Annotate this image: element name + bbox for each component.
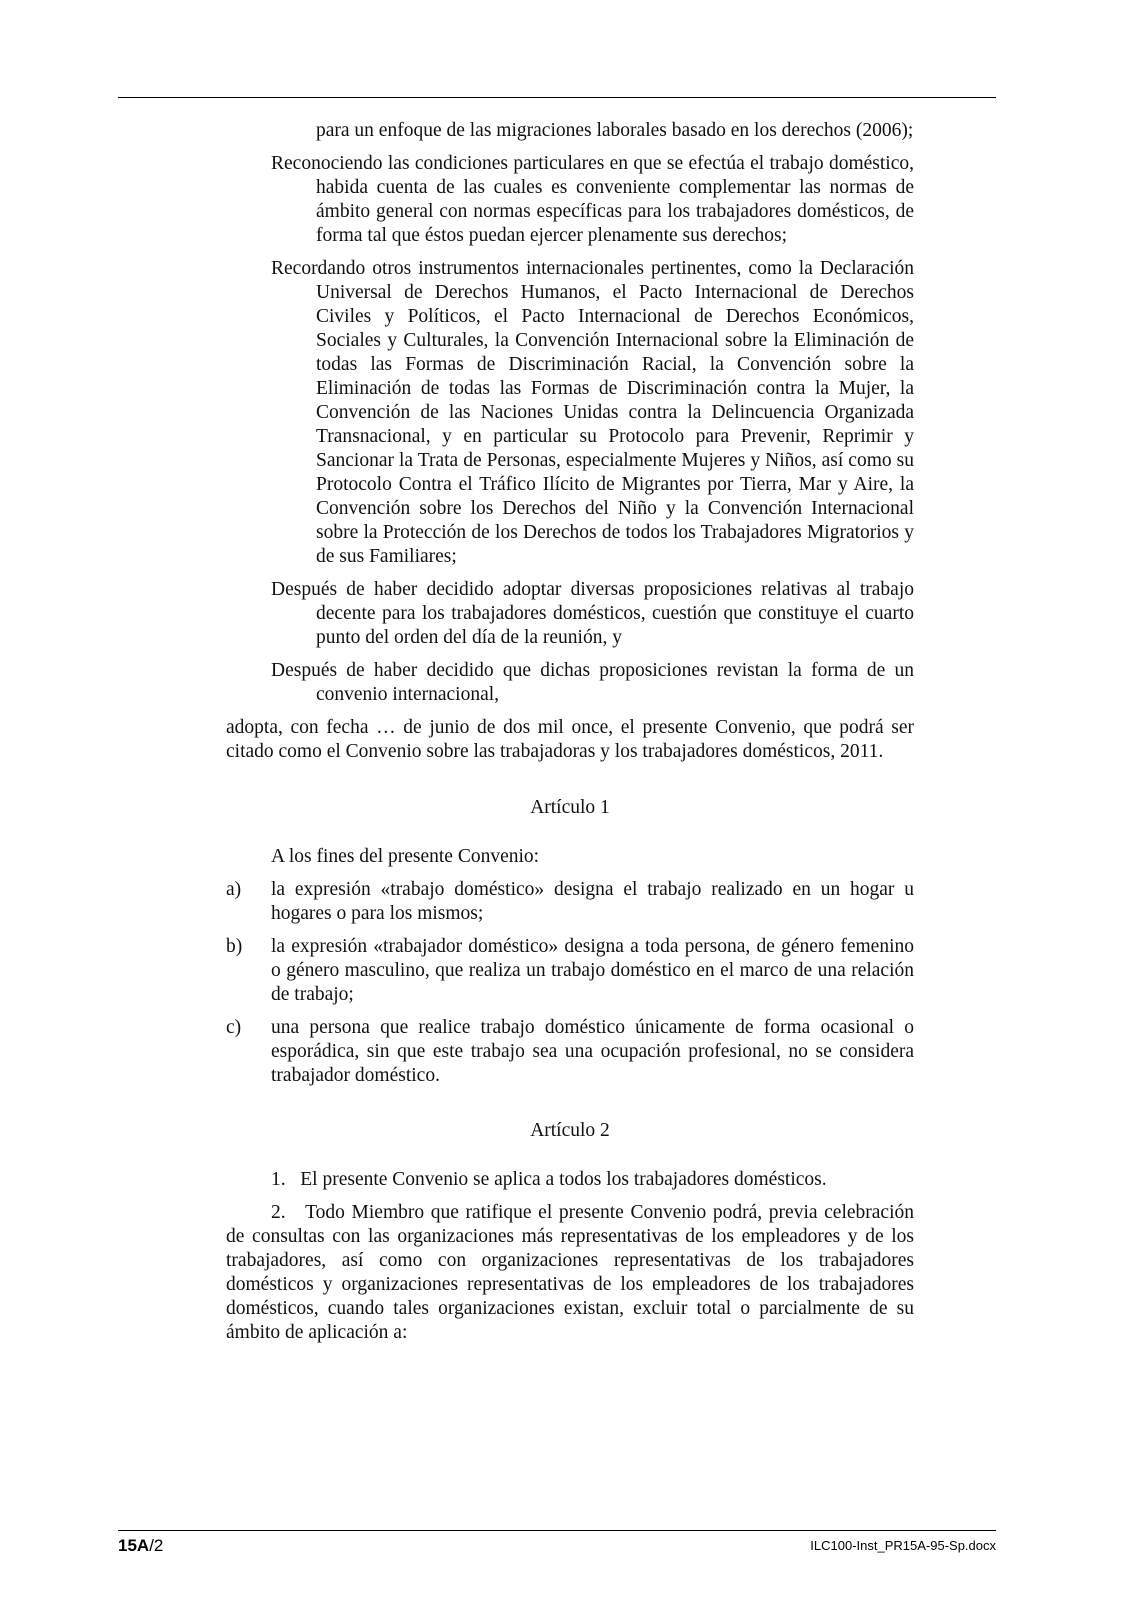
article-1-intro: A los fines del presente Convenio: <box>271 846 540 867</box>
page-number-rest: /2 <box>149 1536 164 1555</box>
adoption-clause: adopta, con fecha … de junio de dos mil once, el presente Convenio, que podrá ser citado como el Convenio sobre las trabajadoras y los trabajadores domésticos, 2011. <box>226 717 914 762</box>
article-2-title: Artículo 2 <box>530 1120 610 1141</box>
preamble-paragraph: Después de haber decidido que dichas proposiciones revistan la forma de un convenio internacional, <box>271 660 914 705</box>
item-label: a) <box>226 879 242 900</box>
page-number-bold: 15A <box>118 1536 150 1555</box>
article-1-item-c <box>226 1016 914 1088</box>
item-label: c) <box>226 1017 242 1038</box>
footer-rule <box>118 1530 996 1531</box>
item-text: la expresión «trabajo doméstico» designa el trabajo realizado en un hogar u hogares o para los mismos; <box>271 879 914 924</box>
document-id: ILC100-Inst_PR15A-95-Sp.docx <box>810 1538 996 1553</box>
item-label: b) <box>226 936 243 957</box>
preamble-paragraph: Reconociendo las condiciones particulares en que se efectúa el trabajo doméstico, habida cuenta de las cuales es conveniente complementar las normas de ámbito general con normas específicas para los trabajadores domésticos, de forma tal que éstos puedan ejercer plenamente sus derechos; <box>271 153 914 246</box>
article-2-paragraph-2: 2. Todo Miembro que ratifique el presente Convenio podrá, previa celebración de consultas con las organizaciones más representativas de los empleadores y de los trabajadores, así como con organizaciones representativas de los trabajadores domésticos y organizaciones representativas de los empleadores de los trabajadores domésticos, cuando tales organizaciones existan, excluir total o parcialmente de su ámbito de aplicación a: <box>226 1202 919 1343</box>
article-1-title: Artículo 1 <box>530 797 610 818</box>
header-rule <box>118 97 996 98</box>
item-text: la expresión «trabajador doméstico» designa a toda persona, de género femenino o género masculino, que realiza un trabajo doméstico en el marco de una relación de trabajo; <box>271 936 914 1005</box>
item-text: una persona que realice trabajo doméstico únicamente de forma ocasional o esporádica, sin que este trabajo sea una ocupación profesional, no se considera trabajador doméstico. <box>271 1017 914 1086</box>
article-1-item-a <box>226 878 914 926</box>
article-1-item-b <box>226 935 914 1007</box>
preamble-paragraph: Después de haber decidido adoptar diversas proposiciones relativas al trabajo decente para los trabajadores domésticos, cuestión que constituye el cuarto punto del orden del día de la reunión, y <box>271 579 914 648</box>
article-2-paragraph-1: 1. El presente Convenio se aplica a todos los trabajadores domésticos. <box>271 1169 827 1190</box>
preamble-paragraph: Recordando otros instrumentos internacionales pertinentes, como la Declaración Universal de Derechos Humanos, el Pacto Internacional de Derechos Civiles y Políticos, el Pacto Internacional de Derechos Económicos, Sociales y Culturales, la Convención Internacional sobre la Eliminación de todas las Formas de Discriminación Racial, la Convención sobre la Eliminación de todas las Formas de Discriminación contra la Mujer, la Convención de las Naciones Unidas contra la Delincuencia Organizada Transnacional, y en particular su Protocolo para Prevenir, Reprimir y Sancionar la Trata de Personas, especialmente Mujeres y Niños, así como su Protocolo Contra el Tráfico Ilícito de Migrantes por Tierra, Mar y Aire, la Convención sobre los Derechos del Niño y la Convención Internacional sobre la Protección de los Derechos de todos los Trabajadores Migratorios y de sus Familiares; <box>271 258 914 567</box>
preamble-continuation: para un enfoque de las migraciones laborales basado en los derechos (2006); <box>316 120 914 141</box>
page-number <box>118 1536 163 1556</box>
document-body <box>226 119 919 1354</box>
